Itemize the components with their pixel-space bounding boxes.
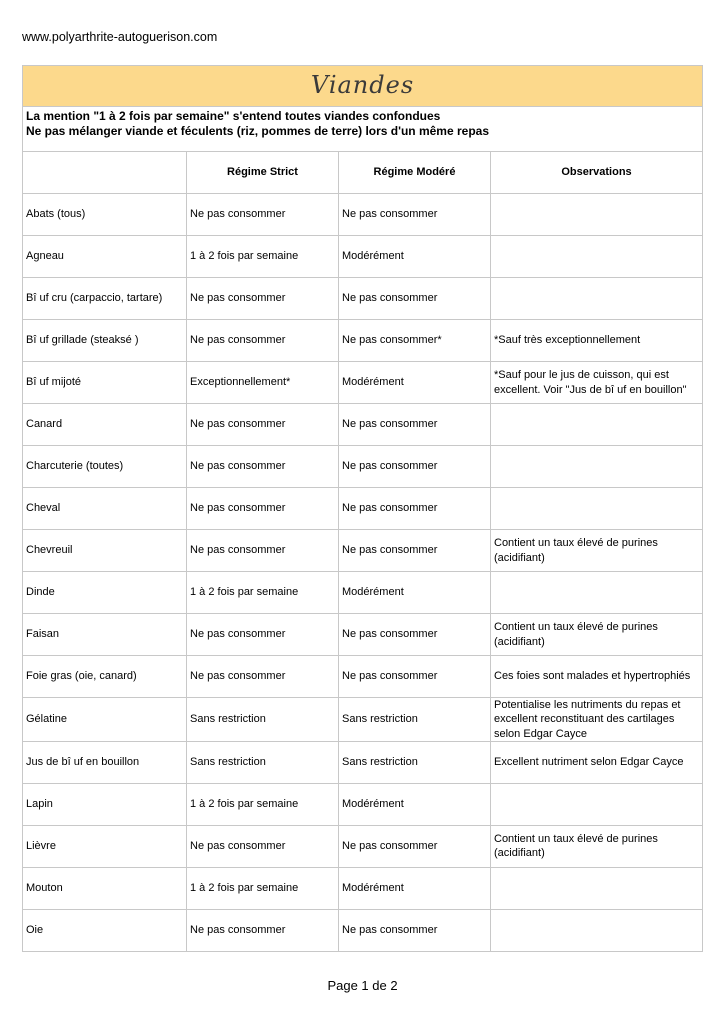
food-name-cell: Bî uf grillade (steaksé ) bbox=[23, 320, 187, 362]
moderate-diet-cell: Ne pas consommer bbox=[339, 194, 491, 236]
moderate-diet-cell: Ne pas consommer bbox=[339, 278, 491, 320]
food-name-cell: Jus de bî uf en bouillon bbox=[23, 741, 187, 783]
moderate-diet-cell: Ne pas consommer bbox=[339, 656, 491, 698]
column-header-strict: Régime Strict bbox=[187, 152, 339, 194]
moderate-diet-cell: Modérément bbox=[339, 783, 491, 825]
moderate-diet-cell: Ne pas consommer bbox=[339, 614, 491, 656]
column-header-food bbox=[23, 152, 187, 194]
strict-diet-cell: Ne pas consommer bbox=[187, 530, 339, 572]
food-name-cell: Canard bbox=[23, 404, 187, 446]
food-name-cell: Cheval bbox=[23, 488, 187, 530]
table-row bbox=[23, 530, 703, 572]
food-name-cell: Bî uf cru (carpaccio, tartare) bbox=[23, 278, 187, 320]
table-row bbox=[23, 320, 703, 362]
strict-diet-cell: Ne pas consommer bbox=[187, 909, 339, 951]
strict-diet-cell: Ne pas consommer bbox=[187, 825, 339, 867]
food-name-cell: Gélatine bbox=[23, 698, 187, 742]
moderate-diet-cell: Ne pas consommer bbox=[339, 404, 491, 446]
observation-cell bbox=[491, 488, 703, 530]
observation-cell: Contient un taux élevé de purines (acidifiant) bbox=[491, 614, 703, 656]
observation-cell: Potentialise les nutriments du repas et excellent reconstituant des cartilages selon Edgar Cayce bbox=[491, 698, 703, 742]
table-row bbox=[23, 572, 703, 614]
observation-cell bbox=[491, 404, 703, 446]
strict-diet-cell: Ne pas consommer bbox=[187, 404, 339, 446]
table-notes bbox=[23, 107, 703, 152]
column-header-row bbox=[23, 152, 703, 194]
observation-cell bbox=[491, 278, 703, 320]
table-row bbox=[23, 825, 703, 867]
column-header-observations: Observations bbox=[491, 152, 703, 194]
strict-diet-cell: Ne pas consommer bbox=[187, 278, 339, 320]
table-row bbox=[23, 362, 703, 404]
page-number: Page 1 de 2 bbox=[327, 978, 398, 993]
strict-diet-cell: Ne pas consommer bbox=[187, 320, 339, 362]
moderate-diet-cell: Ne pas consommer bbox=[339, 909, 491, 951]
observation-cell bbox=[491, 909, 703, 951]
observation-cell bbox=[491, 446, 703, 488]
observation-cell: *Sauf pour le jus de cuisson, qui est excellent. Voir "Jus de bî uf en bouillon" bbox=[491, 362, 703, 404]
food-name-cell: Agneau bbox=[23, 236, 187, 278]
meat-table bbox=[22, 65, 703, 952]
food-name-cell: Oie bbox=[23, 909, 187, 951]
moderate-diet-cell: Modérément bbox=[339, 362, 491, 404]
observation-cell: *Sauf très exceptionnellement bbox=[491, 320, 703, 362]
table-row bbox=[23, 783, 703, 825]
moderate-diet-cell: Ne pas consommer bbox=[339, 825, 491, 867]
food-name-cell: Lièvre bbox=[23, 825, 187, 867]
moderate-diet-cell: Ne pas consommer bbox=[339, 446, 491, 488]
observation-cell bbox=[491, 783, 703, 825]
table-row bbox=[23, 194, 703, 236]
table-row bbox=[23, 741, 703, 783]
food-name-cell: Charcuterie (toutes) bbox=[23, 446, 187, 488]
strict-diet-cell: Sans restriction bbox=[187, 698, 339, 742]
table-row bbox=[23, 236, 703, 278]
food-name-cell: Bî uf mijoté bbox=[23, 362, 187, 404]
observation-cell bbox=[491, 867, 703, 909]
observation-cell: Contient un taux élevé de purines (acidifiant) bbox=[491, 825, 703, 867]
food-name-cell: Dinde bbox=[23, 572, 187, 614]
strict-diet-cell: Ne pas consommer bbox=[187, 446, 339, 488]
table-row bbox=[23, 404, 703, 446]
moderate-diet-cell: Ne pas consommer bbox=[339, 488, 491, 530]
table-row bbox=[23, 698, 703, 742]
note-line: Ne pas mélanger viande et féculents (riz, pommes de terre) lors d'un même repas bbox=[26, 124, 490, 138]
strict-diet-cell: 1 à 2 fois par semaine bbox=[187, 867, 339, 909]
food-name-cell: Mouton bbox=[23, 867, 187, 909]
observation-cell: Ces foies sont malades et hypertrophiés bbox=[491, 656, 703, 698]
moderate-diet-cell: Ne pas consommer bbox=[339, 530, 491, 572]
note-line: La mention "1 à 2 fois par semaine" s'entend toutes viandes confondues bbox=[26, 109, 441, 123]
strict-diet-cell: Sans restriction bbox=[187, 741, 339, 783]
moderate-diet-cell: Ne pas consommer* bbox=[339, 320, 491, 362]
table-row bbox=[23, 867, 703, 909]
column-header-moderate: Régime Modéré bbox=[339, 152, 491, 194]
strict-diet-cell: 1 à 2 fois par semaine bbox=[187, 783, 339, 825]
observation-cell: Contient un taux élevé de purines (acidifiant) bbox=[491, 530, 703, 572]
strict-diet-cell: Ne pas consommer bbox=[187, 656, 339, 698]
observation-cell: Excellent nutriment selon Edgar Cayce bbox=[491, 741, 703, 783]
food-name-cell: Chevreuil bbox=[23, 530, 187, 572]
moderate-diet-cell: Modérément bbox=[339, 236, 491, 278]
strict-diet-cell: Ne pas consommer bbox=[187, 488, 339, 530]
moderate-diet-cell: Sans restriction bbox=[339, 698, 491, 742]
strict-diet-cell: 1 à 2 fois par semaine bbox=[187, 572, 339, 614]
moderate-diet-cell: Modérément bbox=[339, 572, 491, 614]
food-name-cell: Foie gras (oie, canard) bbox=[23, 656, 187, 698]
observation-cell bbox=[491, 572, 703, 614]
strict-diet-cell: Ne pas consommer bbox=[187, 614, 339, 656]
table-title: Viandes bbox=[23, 66, 703, 107]
strict-diet-cell: Ne pas consommer bbox=[187, 194, 339, 236]
moderate-diet-cell: Modérément bbox=[339, 867, 491, 909]
table-row bbox=[23, 614, 703, 656]
observation-cell bbox=[491, 236, 703, 278]
strict-diet-cell: Exceptionnellement* bbox=[187, 362, 339, 404]
site-url: www.polyarthrite-autoguerison.com bbox=[22, 30, 218, 44]
food-name-cell: Lapin bbox=[23, 783, 187, 825]
food-name-cell: Abats (tous) bbox=[23, 194, 187, 236]
table-row bbox=[23, 488, 703, 530]
table-row bbox=[23, 278, 703, 320]
table-row bbox=[23, 909, 703, 951]
table-row bbox=[23, 656, 703, 698]
table-row bbox=[23, 446, 703, 488]
food-name-cell: Faisan bbox=[23, 614, 187, 656]
moderate-diet-cell: Sans restriction bbox=[339, 741, 491, 783]
observation-cell bbox=[491, 194, 703, 236]
strict-diet-cell: 1 à 2 fois par semaine bbox=[187, 236, 339, 278]
